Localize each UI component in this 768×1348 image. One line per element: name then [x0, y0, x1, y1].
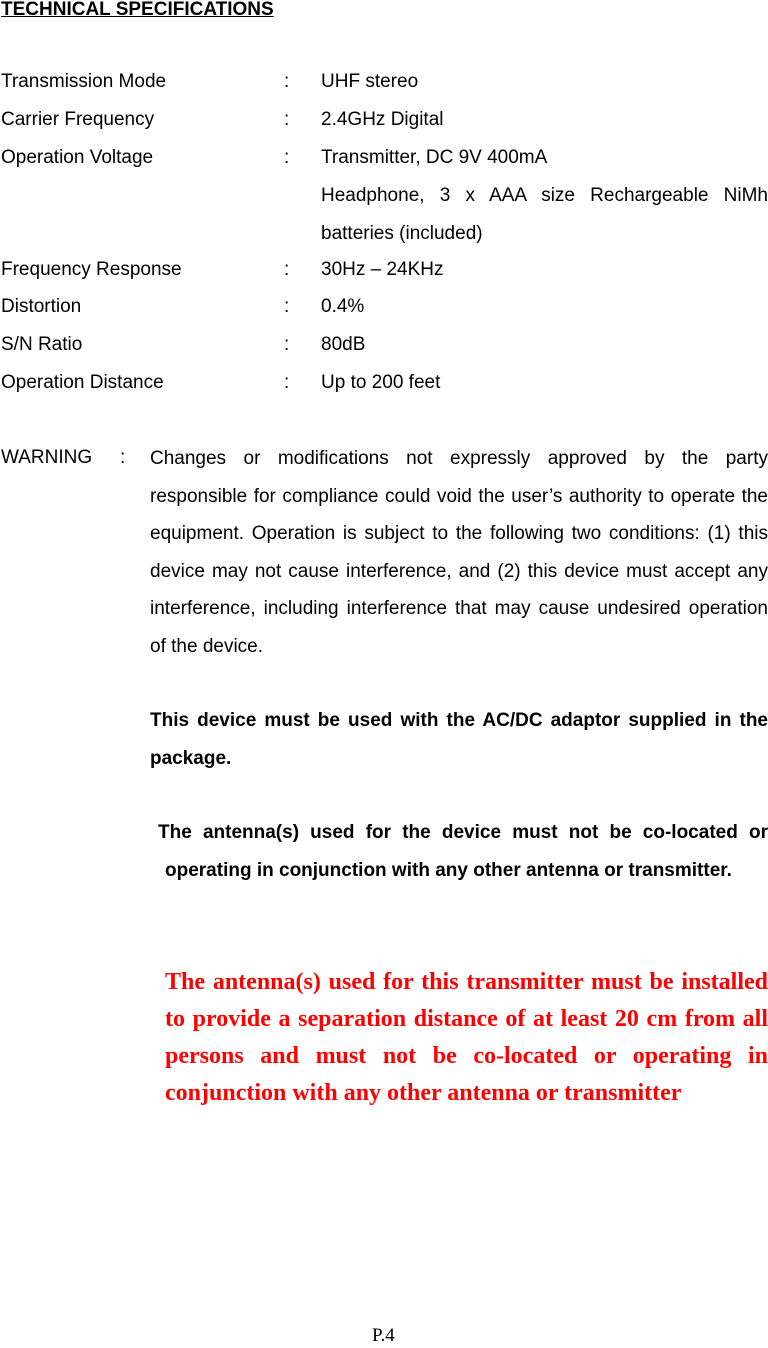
- spec-colon: :: [284, 296, 290, 317]
- spec-label: Operation Distance: [1, 372, 164, 393]
- spec-colon: :: [284, 259, 290, 280]
- spec-colon: :: [284, 71, 290, 92]
- spec-colon: :: [284, 147, 290, 168]
- spec-label: S/N Ratio: [1, 334, 83, 355]
- spec-value-continuation: Headphone, 3 x AAA size Rechargeable NiMh batteries (included): [321, 185, 768, 244]
- spec-value: 0.4%: [321, 296, 365, 317]
- page-number: P.4: [372, 1325, 395, 1346]
- spec-colon: :: [284, 372, 290, 393]
- spec-label: Carrier Frequency: [1, 109, 155, 130]
- spec-value: UHF stereo: [321, 71, 419, 92]
- antenna-notice: The antenna(s) used for the device must not be co-located or operating in conjunction with any other antenna or transmitter.: [158, 822, 768, 881]
- spec-label: Transmission Mode: [1, 71, 167, 92]
- spec-value: Transmitter, DC 9V 400mA: [321, 147, 548, 168]
- spec-value: 80dB: [321, 334, 366, 355]
- spec-colon: :: [284, 334, 290, 355]
- spec-label: Frequency Response: [1, 259, 182, 280]
- adaptor-notice: This device must be used with the AC/DC adaptor supplied in the package.: [150, 710, 768, 769]
- spec-colon: :: [284, 109, 290, 130]
- spec-label: Distortion: [1, 296, 82, 317]
- spec-label: Operation Voltage: [1, 147, 154, 168]
- spec-value: 30Hz – 24KHz: [321, 259, 444, 280]
- warning-colon: :: [120, 447, 126, 468]
- page-title: TECHNICAL SPECIFICATIONS: [1, 0, 274, 20]
- spec-value: 2.4GHz Digital: [321, 109, 444, 130]
- warning-label: WARNING: [1, 447, 93, 468]
- warning-text: Changes or modifications not expressly approved by the party responsible for compliance could void the user’s authority to operate the equipment. Operation is subject to the following two conditions: (1) this device may not cause interference, and (2) this device must accept any interference, including interference that may cause undesired operation of the device.: [150, 448, 768, 657]
- rf-exposure-notice: The antenna(s) used for this transmitter must be installed to provide a separation distance of at least 20 cm from all persons and must not be co-located or operating in conjunction with any other antenna or transmitter: [165, 969, 768, 1106]
- spec-value: Up to 200 feet: [321, 372, 441, 393]
